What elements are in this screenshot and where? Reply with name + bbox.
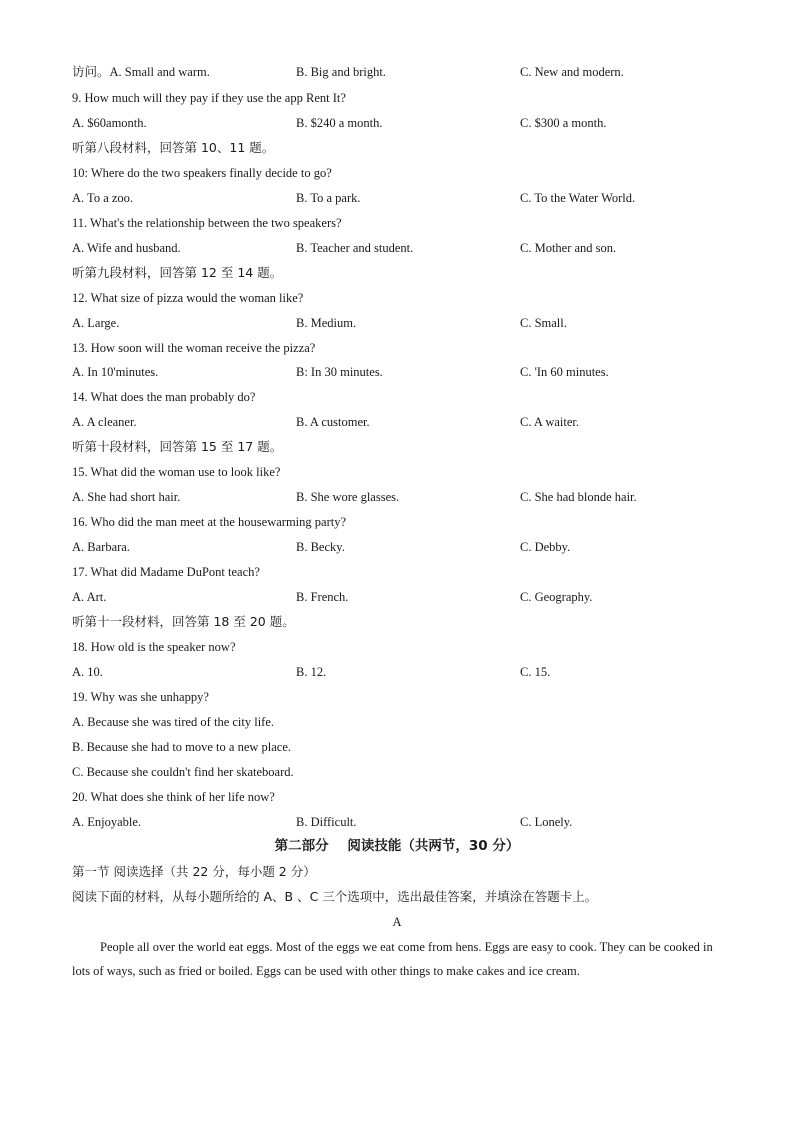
q20-options-row bbox=[72, 814, 732, 830]
q12-option-a: A. Large. bbox=[72, 316, 120, 330]
q13-question: 13. How soon will the woman receive the pizza? bbox=[72, 341, 316, 355]
q17-question: 17. What did Madame DuPont teach? bbox=[72, 565, 260, 579]
q16-question: 16. Who did the man meet at the housewarming party? bbox=[72, 515, 346, 529]
q12-option-c: C. Small. bbox=[520, 316, 567, 330]
q15-option-a: A. She had short hair. bbox=[72, 490, 181, 504]
q16-options-row bbox=[72, 539, 732, 555]
q18-option-b: B. 12. bbox=[296, 665, 327, 679]
instruction-part10: 听第十段材料，回答第 15 至 17 题。 bbox=[72, 439, 283, 454]
part2-section1-heading: 第一节 阅读选择（共 22 分，每小题 2 分） bbox=[72, 864, 316, 879]
q20-option-a: A. Enjoyable. bbox=[72, 815, 142, 829]
q12-question: 12. What size of pizza would the woman like? bbox=[72, 291, 304, 305]
instruction-part8: 听第八段材料，回答第 10、11 题。 bbox=[72, 140, 275, 155]
q8-option-a bbox=[72, 64, 210, 80]
q15-option-c: C. She had blonde hair. bbox=[520, 490, 637, 504]
q12-options-row bbox=[72, 315, 732, 331]
q9-question: 9. How much will they pay if they use the app Rent It? bbox=[72, 91, 346, 105]
q10-options-row bbox=[72, 190, 732, 206]
q10-question: 10: Where do the two speakers finally decide to go? bbox=[72, 166, 332, 180]
q17-options-row bbox=[72, 589, 732, 605]
q10-option-b: B. To a park. bbox=[296, 191, 361, 205]
q10-option-c: C. To the Water World. bbox=[520, 191, 636, 205]
q15-options-row bbox=[72, 489, 732, 505]
q13-option-a: A. In 10'minutes. bbox=[72, 365, 159, 379]
q14-option-c: C. A waiter. bbox=[520, 415, 580, 429]
q13-options-row bbox=[72, 364, 732, 380]
passage-label: A bbox=[392, 915, 402, 929]
instruction-part11: 听第十一段材料，回答第 18 至 20 题。 bbox=[72, 614, 295, 629]
q19-option-b: B. Because she had to move to a new place. bbox=[72, 740, 292, 754]
q20-option-b: B. Difficult. bbox=[296, 815, 357, 829]
q16-option-c: C. Debby. bbox=[520, 540, 571, 554]
q18-option-a: A. 10. bbox=[72, 665, 103, 679]
passage-a-text: People all over the world eat eggs. Most of the eggs we eat come from hens. Eggs are easy to cook. They can be cooked in lots of ways, such as fried or boiled. Eggs can be used with other things to make cakes and ice cream. bbox=[72, 940, 713, 978]
q8-prefix: 访问。 bbox=[72, 64, 110, 79]
q18-question: 18. How old is the speaker now? bbox=[72, 640, 236, 654]
q9-options-row bbox=[72, 115, 732, 131]
part2-title: 第二部分 阅读技能（共两节，30 分） bbox=[274, 838, 520, 854]
q14-options-row bbox=[72, 414, 732, 430]
q14-option-b: B. A customer. bbox=[296, 415, 370, 429]
q11-question: 11. What's the relationship between the two speakers? bbox=[72, 216, 342, 230]
q13-option-c: C. 'In 60 minutes. bbox=[520, 365, 609, 379]
q20-option-c: C. Lonely. bbox=[520, 815, 573, 829]
q8-option-a-text: A. Small and warm. bbox=[109, 65, 210, 79]
q13-option-b: B: In 30 minutes. bbox=[296, 365, 383, 379]
q12-option-b: B. Medium. bbox=[296, 316, 357, 330]
q17-option-b: B. French. bbox=[296, 590, 349, 604]
instruction-part9: 听第九段材料，回答第 12 至 14 题。 bbox=[72, 265, 283, 280]
q9-option-b: B. $240 a month. bbox=[296, 116, 383, 130]
q9-option-a: A. $60amonth. bbox=[72, 116, 147, 130]
q19-option-a: A. Because she was tired of the city life. bbox=[72, 715, 275, 729]
q19-question: 19. Why was she unhappy? bbox=[72, 690, 209, 704]
q11-options-row bbox=[72, 240, 732, 256]
q10-option-a: A. To a zoo. bbox=[72, 191, 134, 205]
q17-option-a: A. Art. bbox=[72, 590, 107, 604]
q18-option-c: C. 15. bbox=[520, 665, 551, 679]
q15-option-b: B. She wore glasses. bbox=[296, 490, 400, 504]
q16-option-a: A. Barbara. bbox=[72, 540, 130, 554]
q20-question: 20. What does she think of her life now? bbox=[72, 790, 275, 804]
q18-options-row bbox=[72, 664, 732, 680]
q19-option-c: C. Because she couldn't find her skateboard. bbox=[72, 765, 294, 779]
q14-option-a: A. A cleaner. bbox=[72, 415, 137, 429]
q8-option-c: C. New and modern. bbox=[520, 65, 624, 79]
part2-instruction: 阅读下面的材料，从每小题所给的 A、B 、C 三个选项中，选出最佳答案，并填涂在答题卡上。 bbox=[72, 889, 598, 904]
q17-option-c: C. Geography. bbox=[520, 590, 593, 604]
q15-question: 15. What did the woman use to look like? bbox=[72, 465, 281, 479]
q9-option-c: C. $300 a month. bbox=[520, 116, 607, 130]
q11-option-a: A. Wife and husband. bbox=[72, 241, 181, 255]
q11-option-c: C. Mother and son. bbox=[520, 241, 617, 255]
q8-option-b: B. Big and bright. bbox=[296, 65, 386, 79]
q8-options-row bbox=[72, 64, 732, 80]
q16-option-b: B. Becky. bbox=[296, 540, 345, 554]
q11-option-b: B. Teacher and student. bbox=[296, 241, 414, 255]
q14-question: 14. What does the man probably do? bbox=[72, 390, 256, 404]
